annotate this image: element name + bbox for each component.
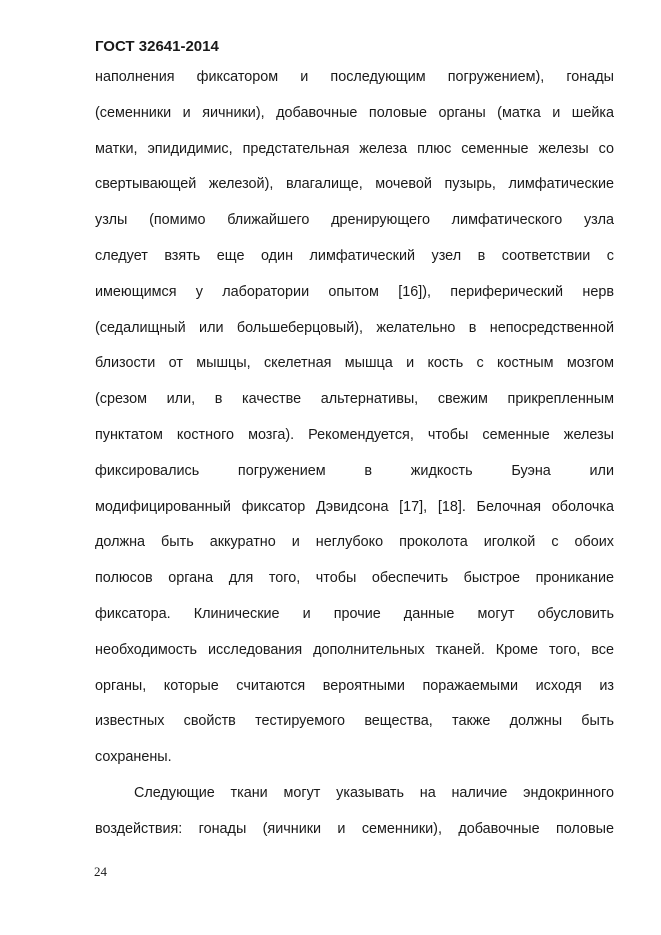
- document-body: [95, 60, 614, 848]
- body-line: следует взять еще один лимфатический узел в соответствии с: [95, 247, 614, 264]
- body-line: сохранены.: [95, 749, 172, 766]
- body-line: имеющимся у лаборатории опытом [16]), периферический нерв: [95, 283, 614, 300]
- body-line: воздействия: гонады (яичники и семенники), добавочные половые: [95, 820, 614, 837]
- body-line: органы, которые считаются вероятными поражаемыми исходя из: [95, 677, 614, 694]
- document-header: ГОСТ 32641-2014: [95, 38, 219, 55]
- body-line: фиксатора. Клинические и прочие данные могут обусловить: [95, 605, 614, 622]
- body-line: фиксировались погружением в жидкость Буэна или: [95, 462, 614, 479]
- body-line: (седалищный или большеберцовый), желательно в непосредственной: [95, 319, 614, 336]
- body-line: наполнения фиксатором и последующим погружением), гонады: [95, 69, 614, 85]
- page-number: 24: [94, 864, 107, 879]
- body-line: (семенники и яичники), добавочные половые органы (матка и шейка: [95, 104, 614, 121]
- body-line: (срезом или, в качестве альтернативы, свежим прикрепленным: [95, 391, 614, 408]
- body-line: необходимость исследования дополнительных тканей. Кроме того, все: [95, 641, 614, 658]
- body-line: должна быть аккуратно и неглубоко проколота иголкой с обоих: [95, 534, 614, 551]
- paragraph-first-line: Следующие ткани могут указывать на наличие эндокринного: [134, 784, 614, 801]
- body-line: модифицированный фиксатор Дэвидсона [17], [18]. Белочная оболочка: [95, 498, 614, 515]
- body-line: полюсов органа для того, чтобы обеспечить быстрое проникание: [95, 570, 614, 587]
- body-line: свертывающей железой), влагалище, мочевой пузырь, лимфатические: [95, 176, 614, 193]
- body-line: пунктатом костного мозга). Рекомендуется, чтобы семенные железы: [95, 426, 614, 443]
- body-line: известных свойств тестируемого вещества, также должны быть: [95, 713, 614, 730]
- body-line: матки, эпидидимис, предстательная железа плюс семенные железы со: [95, 140, 614, 157]
- body-line: узлы (помимо ближайшего дренирующего лимфатического узла: [95, 212, 614, 229]
- body-line: близости от мышцы, скелетная мышца и кость с костным мозгом: [95, 355, 614, 372]
